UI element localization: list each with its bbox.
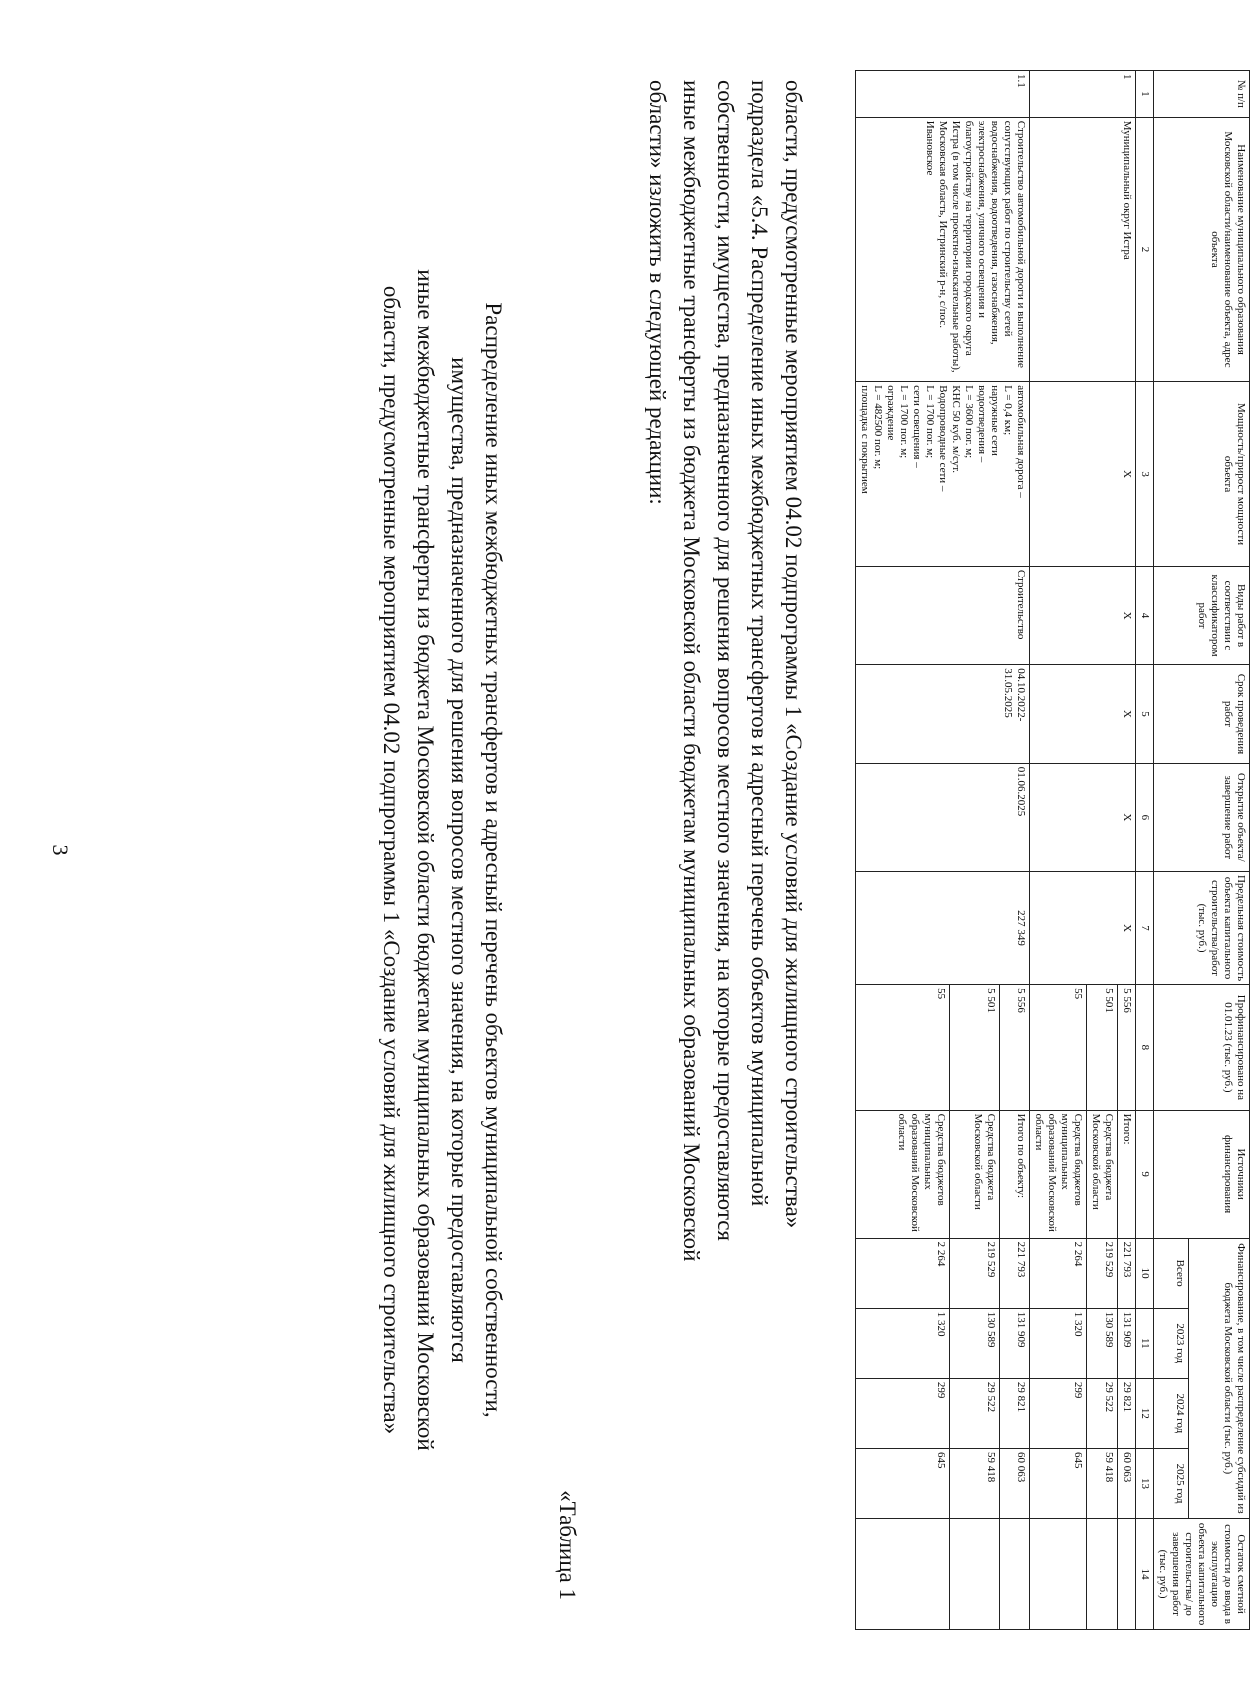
header-remainder: Остаток сметной стоимости до ввода в эксплуатацию объекта капитального строительства/ до завершения работ (тыс. руб.) bbox=[1154, 1519, 1250, 1630]
column-number: 5 bbox=[1136, 665, 1154, 763]
row-2025: 60 063 bbox=[1000, 1448, 1030, 1518]
row-cost: X bbox=[1030, 871, 1136, 984]
column-numbers-row bbox=[1136, 71, 1154, 1630]
column-number: 12 bbox=[1136, 1378, 1154, 1448]
row-2025: 645 bbox=[1030, 1448, 1087, 1518]
capacity-line: площадка с покрытием bbox=[859, 385, 871, 494]
row-term: X bbox=[1030, 665, 1136, 763]
header-opening: Открытие объекта/завершение работ bbox=[1154, 763, 1250, 871]
row-2023: 1 320 bbox=[1030, 1308, 1087, 1378]
row-source: Средства бюджета Московской области bbox=[1087, 1110, 1118, 1238]
capacity-line: сети освещения – bbox=[911, 385, 923, 468]
row-capacity bbox=[856, 382, 1030, 567]
heading-line: имущества, предназначенного для решения вопросов местного значения, на которые предоставляются bbox=[447, 357, 472, 1363]
row-name: Муниципальный округ Истра bbox=[1030, 117, 1136, 382]
row-remainder bbox=[1000, 1519, 1030, 1630]
row-opening: X bbox=[1030, 763, 1136, 871]
distribution-table bbox=[855, 70, 1250, 1630]
capacity-line: наружные сети bbox=[989, 385, 1001, 456]
row-2023: 130 589 bbox=[1087, 1308, 1118, 1378]
paragraph-line: области, предусмотренные мероприятием 04.02 подпрограммы 1 «Создание условий для жилищного строительства» bbox=[781, 80, 806, 1229]
column-number: 11 bbox=[1136, 1308, 1154, 1378]
header-num: № п/п bbox=[1154, 71, 1250, 118]
capacity-line: КНС 50 куб. м/сут. bbox=[950, 385, 962, 474]
row-total: 2 264 bbox=[856, 1238, 950, 1308]
header-prefinanced: Профинансировано на 01.01.23 (тыс. руб.) bbox=[1154, 985, 1250, 1111]
column-number: 3 bbox=[1136, 382, 1154, 567]
paragraph-line: собственности, имущества, предназначенного для решения вопросов местного значения, на которые предоставляются bbox=[713, 80, 738, 1241]
row-2023: 1 320 bbox=[856, 1308, 950, 1378]
paragraph-line: подраздела «5.4. Распределение иных межбюджетных трансфертов и адресный перечень объектов муниципальной bbox=[747, 80, 772, 1207]
row-name: Строительство автомобильной дороги и выполнение сопутствующих работ по строительству сетей водоснабжения, водоотведения, газоснабжения, электроснабжения, уличного освещения и благоустройству на территории городского округа Истра (в том числе проектно-изыскательные работы), Московская область, Истринский р-н, с/пос. Ивановское bbox=[856, 117, 1030, 382]
column-number: 10 bbox=[1136, 1238, 1154, 1308]
row-source: Средства бюджетов муниципальных образований Московской области bbox=[856, 1110, 950, 1238]
row-2024: 29 522 bbox=[949, 1378, 1000, 1448]
table-row bbox=[1000, 71, 1030, 1630]
row-2023: 131 909 bbox=[1000, 1308, 1030, 1378]
header-total: Всего bbox=[1154, 1238, 1189, 1308]
row-work-type: Строительство bbox=[856, 566, 1030, 664]
heading-line: иные межбюджетные трансферты из бюджета Московской области бюджетам муниципальных образований Московской bbox=[413, 269, 438, 1451]
header-work-type: Виды работ в соответствии с классификатором работ bbox=[1154, 566, 1250, 664]
column-number: 13 bbox=[1136, 1448, 1154, 1518]
header-row bbox=[1189, 71, 1250, 1630]
capacity-line: ограждение bbox=[885, 385, 897, 441]
table-container bbox=[610, 70, 1250, 1630]
header-financing: Финансирование, в том числе распределение субсидий из бюджета Московской области (тыс. руб.) bbox=[1189, 1238, 1250, 1519]
row-2024: 29 821 bbox=[1000, 1378, 1030, 1448]
row-prefinanced: 55 bbox=[856, 985, 950, 1111]
row-source: Средства бюджета Московской области bbox=[949, 1110, 1000, 1238]
row-cost: 227 349 bbox=[856, 871, 1030, 984]
row-prefinanced: 55 bbox=[1030, 985, 1087, 1111]
row-total: 221 793 bbox=[1118, 1238, 1136, 1308]
heading-line: области, предусмотренные мероприятием 04.02 подпрограммы 1 «Создание условий для жилищного строительства» bbox=[379, 285, 404, 1435]
row-prefinanced: 5 501 bbox=[949, 985, 1000, 1111]
table-reference: «Таблица 1 bbox=[555, 1490, 580, 1600]
row-2024: 299 bbox=[1030, 1378, 1087, 1448]
row-2024: 299 bbox=[856, 1378, 950, 1448]
header-2025: 2025 год bbox=[1154, 1448, 1189, 1518]
row-term: 04.10.2022-31.05.2025 bbox=[856, 665, 1030, 763]
row-capacity: X bbox=[1030, 382, 1136, 567]
row-num: 1.1 bbox=[856, 71, 1030, 118]
capacity-line: L = 3600 пог. м; bbox=[963, 385, 975, 459]
row-source: Итого по объекту: bbox=[1000, 1110, 1030, 1238]
capacity-line: L = 482500 пог. м; bbox=[872, 385, 884, 470]
row-work-type: X bbox=[1030, 566, 1136, 664]
row-2024: 29 821 bbox=[1118, 1378, 1136, 1448]
header-capacity: Мощность/прирост мощности объекта bbox=[1154, 382, 1250, 567]
row-2024: 29 522 bbox=[1087, 1378, 1118, 1448]
row-prefinanced: 5 501 bbox=[1087, 985, 1118, 1111]
column-number: 8 bbox=[1136, 985, 1154, 1111]
row-2023: 130 589 bbox=[949, 1308, 1000, 1378]
capacity-line: водоотведения – bbox=[976, 385, 988, 463]
row-total: 2 264 bbox=[1030, 1238, 1087, 1308]
paragraph-line: области» изложить в следующей редакции: bbox=[645, 80, 670, 505]
header-term: Срок проведения работ bbox=[1154, 665, 1250, 763]
row-opening: 01.06.2025 bbox=[856, 763, 1030, 871]
row-remainder bbox=[1087, 1519, 1118, 1630]
page-number: 3 bbox=[48, 844, 73, 856]
column-number: 4 bbox=[1136, 566, 1154, 664]
column-number: 7 bbox=[1136, 871, 1154, 984]
header-sources: Источники финансирования bbox=[1154, 1110, 1250, 1238]
row-total: 221 793 bbox=[1000, 1238, 1030, 1308]
row-remainder bbox=[856, 1519, 950, 1630]
row-2023: 131 909 bbox=[1118, 1308, 1136, 1378]
column-number: 1 bbox=[1136, 71, 1154, 118]
capacity-line: Водопроводные сети – bbox=[937, 385, 949, 492]
header-2024: 2024 год bbox=[1154, 1378, 1189, 1448]
capacity-line: автомобильная дорога – bbox=[1015, 385, 1027, 498]
capacity-line: L = 0,4 км; bbox=[1002, 385, 1014, 436]
row-source: Итого: bbox=[1118, 1110, 1136, 1238]
row-2025: 59 418 bbox=[949, 1448, 1000, 1518]
row-2025: 59 418 bbox=[1087, 1448, 1118, 1518]
column-number: 6 bbox=[1136, 763, 1154, 871]
table-row bbox=[1118, 71, 1136, 1630]
capacity-line: L = 1700 пог. м; bbox=[898, 385, 910, 459]
row-2025: 645 bbox=[856, 1448, 950, 1518]
row-prefinanced: 5 556 bbox=[1118, 985, 1136, 1111]
row-num: 1 bbox=[1030, 71, 1136, 118]
heading-line: Распределение иных межбюджетных трансфертов и адресный перечень объектов муниципальной собственности, bbox=[481, 302, 506, 1418]
paragraph-line: иные межбюджетные трансферты из бюджета Московской области бюджетам муниципальных образований Московской bbox=[679, 80, 704, 1262]
row-total: 219 529 bbox=[1087, 1238, 1118, 1308]
column-number: 2 bbox=[1136, 117, 1154, 382]
row-remainder bbox=[1030, 1519, 1087, 1630]
header-2023: 2023 год bbox=[1154, 1308, 1189, 1378]
column-number: 14 bbox=[1136, 1519, 1154, 1630]
column-number: 9 bbox=[1136, 1110, 1154, 1238]
table-heading bbox=[374, 80, 510, 1640]
row-total: 219 529 bbox=[949, 1238, 1000, 1308]
header-name: Наименование муниципального образования Московской области/наименование объекта, адрес объекта bbox=[1154, 117, 1250, 382]
row-remainder bbox=[949, 1519, 1000, 1630]
row-prefinanced: 5 556 bbox=[1000, 985, 1030, 1111]
row-2025: 60 063 bbox=[1118, 1448, 1136, 1518]
capacity-line: L = 1700 пог. м; bbox=[924, 385, 936, 459]
row-source: Средства бюджетов муниципальных образований Московской области bbox=[1030, 1110, 1087, 1238]
header-cost: Предельная стоимость объекта капитального строительства/работ (тыс. руб.) bbox=[1154, 871, 1250, 984]
row-remainder bbox=[1118, 1519, 1136, 1630]
